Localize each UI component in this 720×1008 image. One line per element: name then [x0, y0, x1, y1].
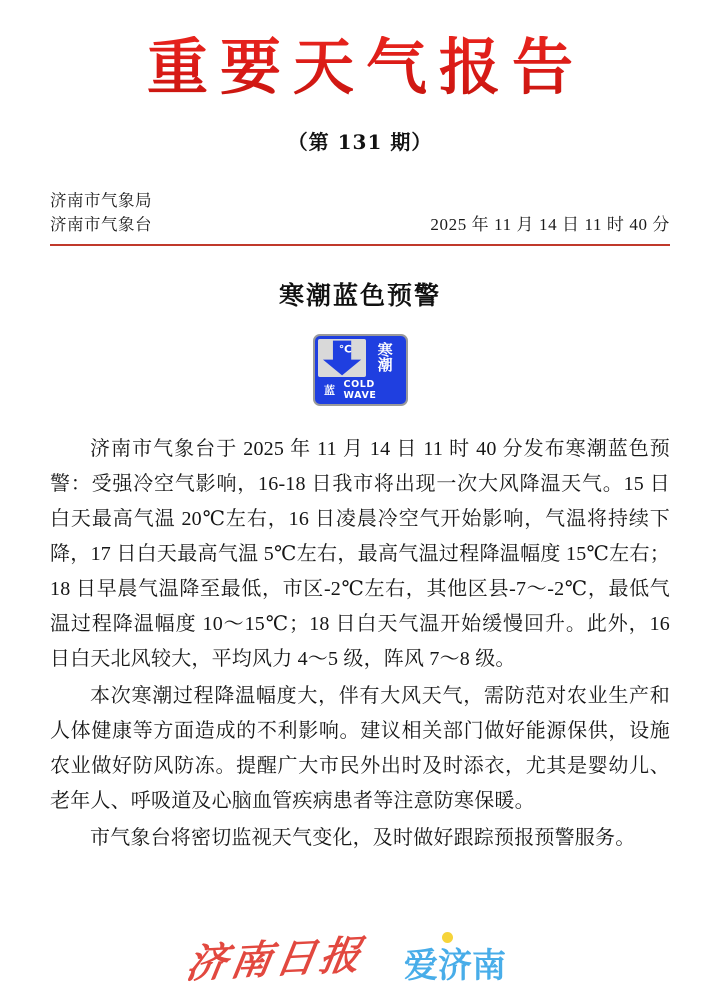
signal-top-row	[318, 339, 403, 377]
signal-level-char: 蓝	[318, 379, 342, 401]
issue-number: （第 131 期）	[287, 130, 433, 155]
body-paragraph-2: 本次寒潮过程降温幅度大，伴有大风天气，需防范对农业生产和人体健康等方面造成的不利影响。建议相关部门做好能源保供，设施农业做好防风防冻。提醒广大市民外出时及时添衣，尤其是婴幼儿、老年人、呼吸道及心脑血管疾病患者等注意防寒保暖。	[50, 685, 670, 813]
signal-name-char-1: 寒	[377, 340, 393, 359]
signal-bottom-row	[318, 379, 403, 401]
page-title: 重要天气报告	[50, 36, 670, 100]
header-divider	[50, 244, 670, 246]
issue-datetime: 2025 年 11 月 14 日 11 时 40 分	[430, 215, 670, 235]
masthead	[50, 0, 670, 103]
warning-signal-wrap	[50, 334, 670, 406]
issuer-station-row	[50, 213, 670, 237]
issuer-block	[50, 189, 670, 246]
watermark-jinan-daily: 济南日报	[182, 931, 369, 988]
signal-name-vertical	[368, 339, 403, 377]
report-body	[50, 432, 670, 856]
temperature-drop-arrow-icon	[318, 339, 366, 377]
signal-name-char-2: 潮	[377, 356, 393, 375]
watermark-ai-jinan-logo: 爱济南	[404, 946, 506, 986]
issuer-bureau: 济南市气象局	[50, 191, 152, 211]
warning-title: 寒潮蓝色预警	[278, 281, 441, 311]
body-paragraph-1: 济南市气象台于 2025 年 11 月 14 日 11 时 40 分发布寒潮蓝色预警：受强冷空气影响，16-18 日我市将出现一次大风降温天气。15 日白天最高气温 20℃左右，16 日凌晨冷空气开始影响，气温将持续下降，17 日白天最高气温 5℃左右，最高气温过程降温幅度 15℃左右；18 日早晨气温降至最低，市区-2℃左右，其他区县-7～-2℃，最低气温过程降温幅度 10～15℃；18 日白天气温开始缓慢回升。此外，16 日白天北风较大，平均风力 4～5 级，阵风 7～8 级。	[50, 438, 670, 671]
body-paragraph-3: 市气象台将密切监视天气变化，及时做好跟踪预报预警服务。	[90, 827, 636, 850]
issuer-names	[50, 189, 670, 237]
svg-text:℃: ℃	[338, 343, 352, 356]
cold-wave-blue-warning-icon	[313, 334, 408, 406]
issuer-station: 济南市气象台	[50, 215, 152, 235]
signal-english-label: COLD WAVE	[344, 379, 403, 401]
